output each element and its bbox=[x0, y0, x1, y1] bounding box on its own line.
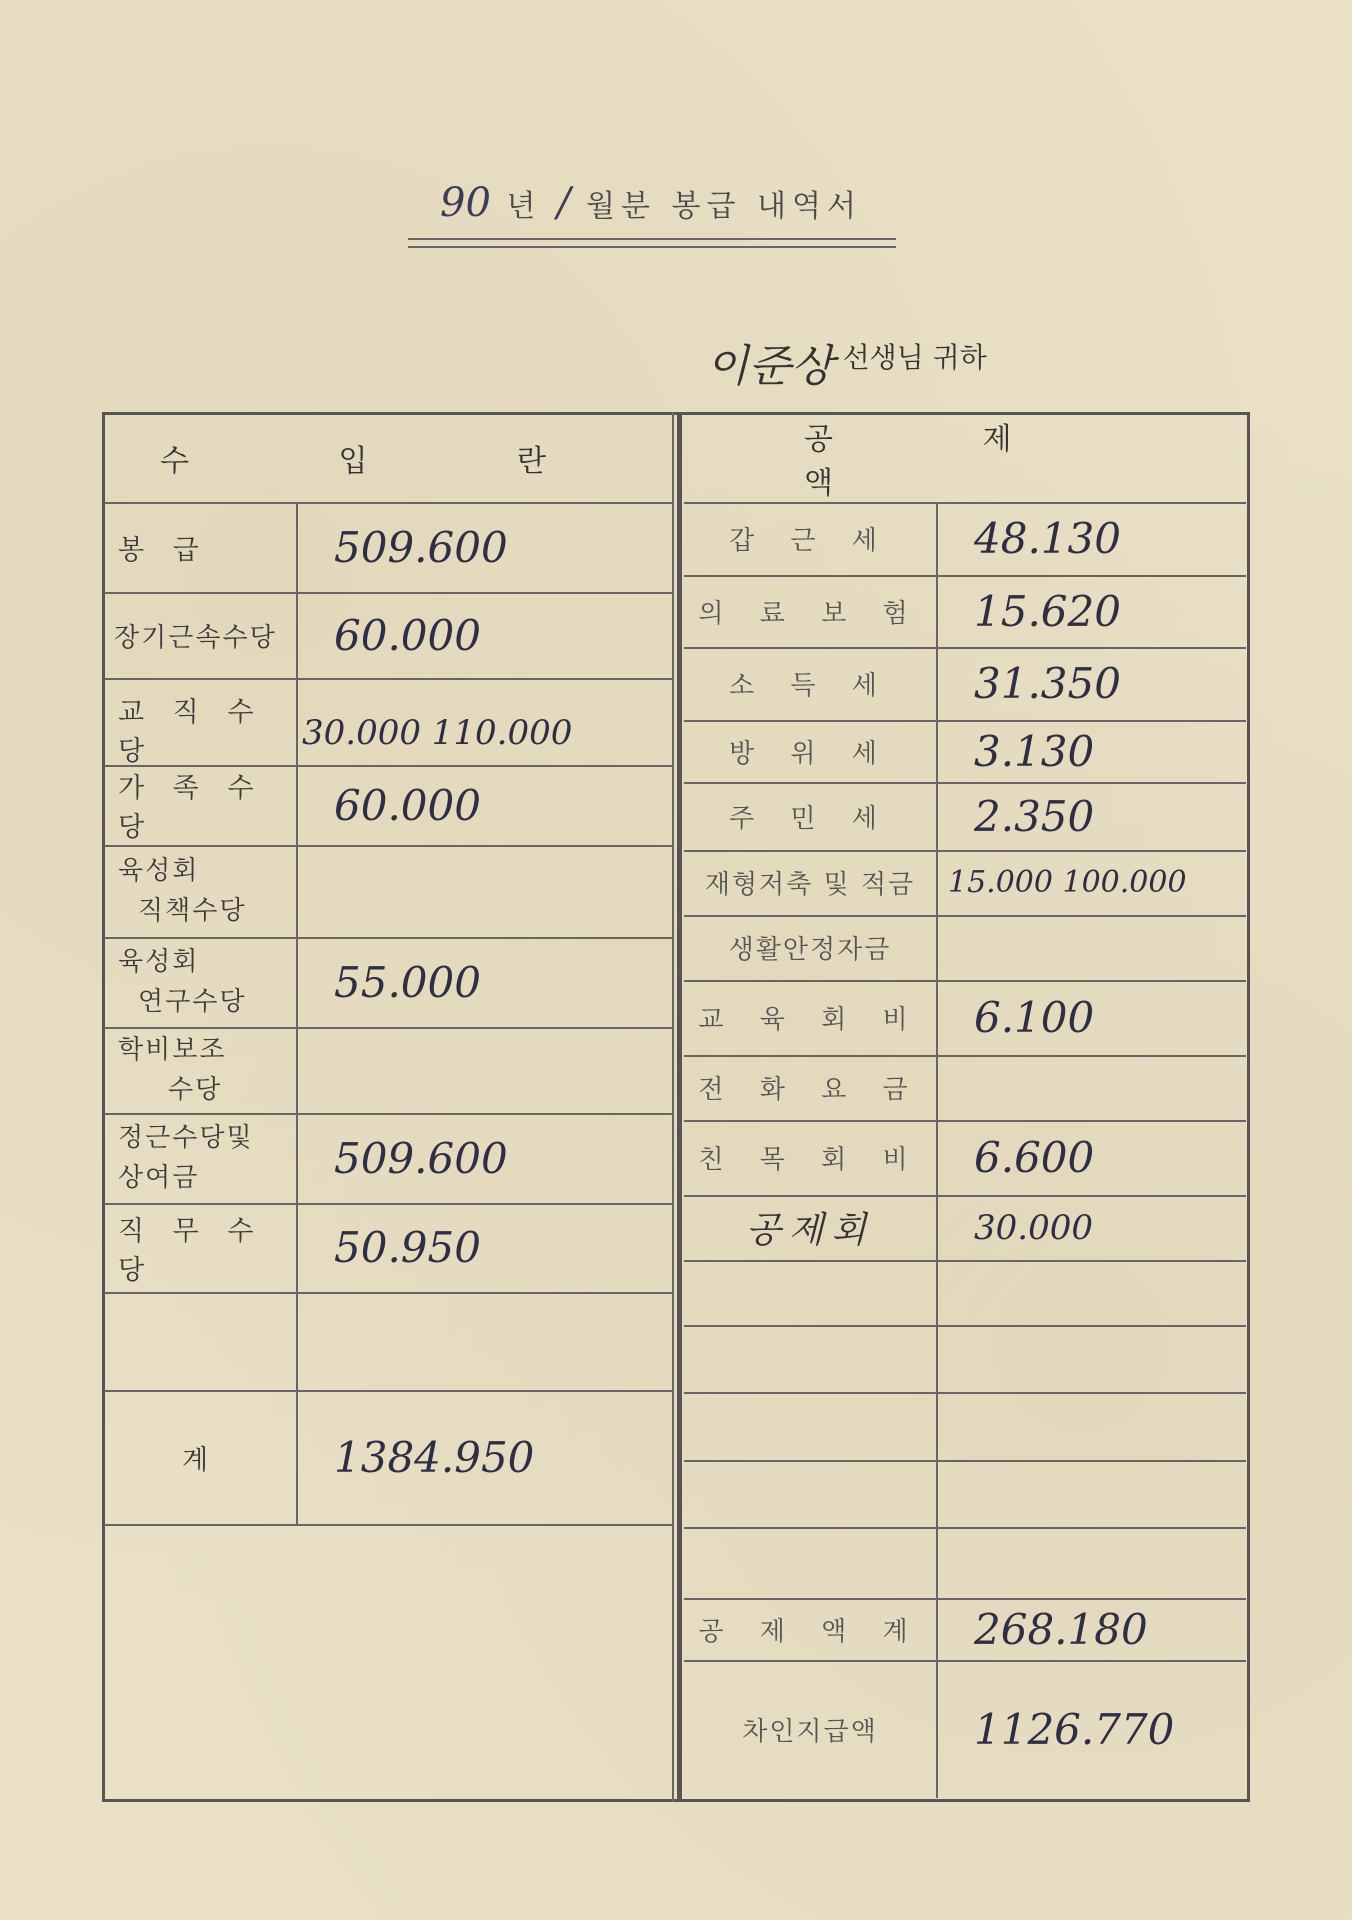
income-value bbox=[298, 1027, 670, 1113]
income-label-line1: 육성회 bbox=[118, 947, 200, 977]
year-handwritten: 90 bbox=[440, 180, 491, 226]
deduction-value bbox=[938, 1055, 1246, 1120]
deduction-value: 15.620 bbox=[974, 586, 1121, 636]
deduction-value: 31.350 bbox=[974, 659, 1121, 708]
income-label-line1: 정근수당및 bbox=[118, 1123, 254, 1153]
deduction-label: 교 육 회 비 bbox=[698, 1005, 922, 1035]
income-label-line2: 연구수당 bbox=[138, 987, 247, 1017]
deduction-label: 의 료 보 험 bbox=[698, 598, 922, 629]
deduction-label: 공제회 bbox=[745, 1210, 875, 1251]
income-value bbox=[298, 1292, 670, 1390]
title-underline bbox=[408, 246, 896, 248]
deduction-label bbox=[684, 1392, 936, 1460]
deduction-value: 6.100 bbox=[974, 993, 1095, 1042]
recipient bbox=[706, 330, 1126, 394]
deduction-value: 48.130 bbox=[974, 514, 1121, 563]
income-value: 30.000 110.000 bbox=[302, 712, 573, 753]
deduction-label: 친 목 회 비 bbox=[698, 1145, 922, 1175]
deduction-value: 2.350 bbox=[974, 791, 1095, 841]
deduction-label bbox=[684, 1325, 936, 1392]
deduction-label bbox=[684, 1260, 936, 1325]
income-label bbox=[104, 1292, 296, 1390]
income-label-line2: 수당 bbox=[168, 1075, 223, 1105]
net-pay-value: 1126.770 bbox=[974, 1704, 1175, 1754]
income-value: 509.600 bbox=[334, 1133, 508, 1183]
deduction-value bbox=[938, 1325, 1246, 1392]
income-label-line2: 상여금 bbox=[118, 1163, 200, 1193]
deduction-label: 방 위 세 bbox=[729, 738, 891, 769]
income-label: 봉 급 bbox=[118, 534, 209, 566]
income-label: 교 직 수 당 bbox=[118, 697, 264, 767]
table-divider bbox=[672, 412, 674, 1802]
recipient-honorific: 선생님 귀하 bbox=[842, 341, 987, 374]
deduction-value bbox=[938, 1260, 1246, 1325]
income-value: 55.000 bbox=[334, 957, 481, 1007]
deduction-label: 주 민 세 bbox=[729, 803, 891, 834]
income-label: 직 무 수 당 bbox=[118, 1215, 264, 1286]
income-label-line1: 육성회 bbox=[118, 856, 200, 886]
deduction-label: 재형저축 및 적금 bbox=[704, 870, 916, 900]
net-pay-label: 차인지급액 bbox=[742, 1716, 878, 1747]
income-label bbox=[104, 1113, 296, 1203]
deduction-value: 30.000 bbox=[974, 1207, 1093, 1248]
deduction-label: 생활안정자금 bbox=[728, 935, 892, 965]
deduction-value: 6.600 bbox=[974, 1133, 1095, 1182]
recipient-name: 이준상 bbox=[706, 341, 834, 392]
deduction-value: 15.000 100.000 bbox=[948, 865, 1187, 900]
row-line bbox=[104, 1524, 672, 1526]
deduction-label: 갑 근 세 bbox=[729, 526, 891, 556]
deduction-value bbox=[938, 1460, 1246, 1527]
deduction-value: 3.130 bbox=[974, 726, 1095, 776]
income-label bbox=[104, 1027, 296, 1113]
income-value: 50.950 bbox=[334, 1223, 481, 1272]
income-label: 가 족 수 당 bbox=[118, 773, 264, 843]
month-handwritten: / bbox=[556, 180, 571, 226]
document-title bbox=[440, 180, 900, 226]
deduction-label: 전 화 요 금 bbox=[698, 1075, 922, 1105]
title-text: 월분 봉급 내역서 bbox=[586, 189, 862, 224]
income-label: 장기근속수당 bbox=[114, 622, 277, 653]
deduction-label bbox=[684, 1527, 936, 1598]
income-total-label: 계 bbox=[181, 1444, 219, 1476]
deduction-label bbox=[684, 1460, 936, 1527]
deduction-value bbox=[938, 1527, 1246, 1598]
deduction-value bbox=[938, 915, 1246, 980]
deduction-value bbox=[938, 1392, 1246, 1460]
deduction-total-value: 268.180 bbox=[974, 1604, 1148, 1654]
deduction-label: 소 득 세 bbox=[729, 671, 891, 701]
deduction-total-label: 공 제 액 계 bbox=[698, 1616, 922, 1647]
income-label-line1: 학비보조 bbox=[118, 1035, 227, 1065]
income-heading: 수 입 란 bbox=[159, 444, 616, 479]
income-label bbox=[104, 937, 296, 1027]
income-value bbox=[298, 845, 670, 937]
income-label bbox=[104, 845, 296, 937]
deduction-heading: 공 제 액 bbox=[804, 422, 1082, 501]
income-total-value: 1384.950 bbox=[334, 1432, 535, 1482]
income-value: 60.000 bbox=[334, 610, 481, 660]
title-underline bbox=[408, 238, 896, 240]
income-value: 509.600 bbox=[334, 522, 508, 572]
year-suffix: 년 bbox=[506, 189, 542, 224]
income-label-line2: 직책수당 bbox=[138, 896, 247, 926]
income-value: 60.000 bbox=[334, 780, 481, 830]
